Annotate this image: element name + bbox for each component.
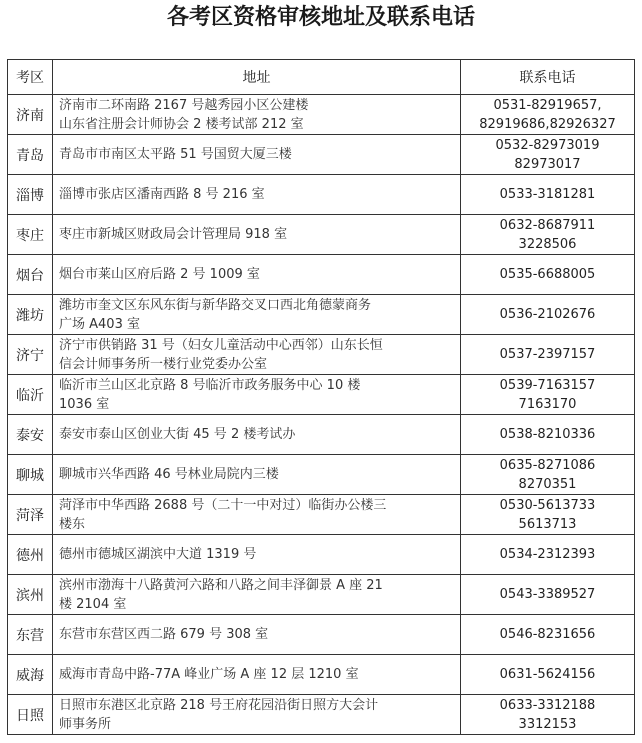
phone-line: 8270351 <box>518 476 577 492</box>
address-line: 潍坊市奎文区东风东街与新华路交叉口西北角德蒙商务 <box>59 297 372 313</box>
region-cell: 淄博 <box>8 175 53 215</box>
region-cell: 烟台 <box>8 255 53 295</box>
phone-cell <box>461 215 635 255</box>
address-cell <box>53 415 461 455</box>
region-cell: 济宁 <box>8 335 53 375</box>
phone-line: 0631-5624156 <box>499 667 596 682</box>
phone-line: 0537-2397157 <box>499 347 596 362</box>
phone-line: 0546-8231656 <box>499 627 596 642</box>
address-line: 日照市东港区北京路 218 号王府花园沿街日照方大会计 <box>59 697 379 713</box>
exam-site-table <box>7 59 635 735</box>
phone-cell <box>461 415 635 455</box>
region-cell: 威海 <box>8 655 53 695</box>
address-cell <box>53 295 461 335</box>
phone-line: 0534-2312393 <box>499 547 596 562</box>
address-cell <box>53 375 461 415</box>
address-line: 济南市二环南路 2167 号越秀园小区公建楼 <box>59 97 309 113</box>
phone-cell <box>461 455 635 495</box>
address-line: 青岛市市南区太平路 51 号国贸大厦三楼 <box>59 147 292 162</box>
page-title: 各考区资格审核地址及联系电话 <box>166 5 475 30</box>
address-cell <box>53 495 461 535</box>
region-cell: 泰安 <box>8 415 53 455</box>
phone-cell <box>461 695 635 735</box>
address-cell <box>53 335 461 375</box>
table-row <box>8 215 635 255</box>
phone-line: 0532-82973019 <box>495 137 600 153</box>
address-line: 泰安市泰山区创业大街 45 号 2 楼考试办 <box>59 427 296 442</box>
address-cell <box>53 135 461 175</box>
phone-line: 0539-7163157 <box>499 377 596 393</box>
phone-line: 0533-3181281 <box>499 187 596 202</box>
region-cell: 滨州 <box>8 575 53 615</box>
phone-cell <box>461 535 635 575</box>
phone-cell <box>461 615 635 655</box>
phone-line: 0535-6688005 <box>499 267 596 282</box>
address-cell <box>53 575 461 615</box>
address-line: 滨州市渤海十八路黄河六路和八路之间丰泽御景 A 座 21 <box>59 577 383 593</box>
table-row <box>8 455 635 495</box>
address-line: 聊城市兴华西路 46 号林业局院内三楼 <box>59 467 279 482</box>
phone-line: 0543-3389527 <box>499 587 596 602</box>
phone-line: 0633-3312188 <box>499 697 596 713</box>
phone-cell <box>461 135 635 175</box>
address-line: 枣庄市新城区财政局会计管理局 918 室 <box>59 227 288 242</box>
phone-cell <box>461 375 635 415</box>
address-line: 楼东 <box>59 516 86 532</box>
table-row <box>8 375 635 415</box>
table-row <box>8 295 635 335</box>
region-cell: 临沂 <box>8 375 53 415</box>
address-line: 信会计师事务所一楼行业党委办公室 <box>59 356 268 372</box>
phone-line: 0632-8687911 <box>499 217 596 233</box>
address-cell <box>53 535 461 575</box>
phone-line: 0635-8271086 <box>499 457 596 473</box>
phone-cell <box>461 95 635 135</box>
address-cell <box>53 215 461 255</box>
table-row <box>8 615 635 655</box>
phone-cell <box>461 575 635 615</box>
header-address: 地址 <box>53 60 461 95</box>
address-line: 1036 室 <box>59 396 110 412</box>
address-cell <box>53 255 461 295</box>
phone-line: 5613713 <box>518 516 577 532</box>
address-cell <box>53 455 461 495</box>
phone-line: 3312153 <box>518 716 577 732</box>
region-cell: 潍坊 <box>8 295 53 335</box>
table-row <box>8 255 635 295</box>
address-line: 师事务所 <box>59 716 112 732</box>
address-line: 烟台市莱山区府后路 2 号 1009 室 <box>59 267 260 282</box>
address-cell <box>53 655 461 695</box>
region-cell: 枣庄 <box>8 215 53 255</box>
region-cell: 德州 <box>8 535 53 575</box>
address-line: 济宁市供销路 31 号（妇女儿童活动中心西邻）山东长恒 <box>59 337 383 353</box>
address-line: 广场 A403 室 <box>59 316 140 332</box>
table-row <box>8 95 635 135</box>
phone-cell <box>461 495 635 535</box>
phone-cell <box>461 255 635 295</box>
address-line: 山东省注册会计师协会 2 楼考试部 212 室 <box>59 116 304 132</box>
address-cell <box>53 95 461 135</box>
table-row <box>8 575 635 615</box>
phone-line: 82973017 <box>514 156 581 172</box>
address-cell <box>53 695 461 735</box>
table-row <box>8 655 635 695</box>
table-row <box>8 495 635 535</box>
phone-line: 82919686,82926327 <box>479 116 616 132</box>
phone-cell <box>461 335 635 375</box>
phone-line: 0530-5613733 <box>499 497 596 513</box>
phone-cell <box>461 175 635 215</box>
address-cell <box>53 615 461 655</box>
table-header-row <box>8 60 635 95</box>
table-row <box>8 335 635 375</box>
address-line: 德州市德城区湖滨中大道 1319 号 <box>59 547 257 562</box>
table-row <box>8 135 635 175</box>
region-cell: 聊城 <box>8 455 53 495</box>
address-line: 菏泽市中华西路 2688 号（二十一中对过）临街办公楼三 <box>59 497 387 513</box>
region-cell: 济南 <box>8 95 53 135</box>
phone-cell <box>461 295 635 335</box>
table-body <box>8 95 635 735</box>
phone-line: 7163170 <box>518 396 577 412</box>
address-cell <box>53 175 461 215</box>
address-line: 威海市青岛中路-77A 峰业广场 A 座 12 层 1210 室 <box>59 667 359 682</box>
address-line: 东营市东营区西二路 679 号 308 室 <box>59 627 269 642</box>
phone-line: 0531-82919657, <box>493 97 602 113</box>
address-line: 临沂市兰山区北京路 8 号临沂市政务服务中心 10 楼 <box>59 377 361 393</box>
phone-line: 0538-8210336 <box>499 427 596 442</box>
region-cell: 菏泽 <box>8 495 53 535</box>
table-row <box>8 695 635 735</box>
table-row <box>8 535 635 575</box>
table-row <box>8 415 635 455</box>
table-row <box>8 175 635 215</box>
header-region: 考区 <box>8 60 53 95</box>
address-line: 淄博市张店区潘南西路 8 号 216 室 <box>59 187 265 202</box>
region-cell: 日照 <box>8 695 53 735</box>
phone-line: 0536-2102676 <box>499 307 596 322</box>
phone-line: 3228506 <box>518 236 577 252</box>
region-cell: 东营 <box>8 615 53 655</box>
phone-cell <box>461 655 635 695</box>
address-line: 楼 2104 室 <box>59 596 127 612</box>
header-phone: 联系电话 <box>461 60 635 95</box>
region-cell: 青岛 <box>8 135 53 175</box>
